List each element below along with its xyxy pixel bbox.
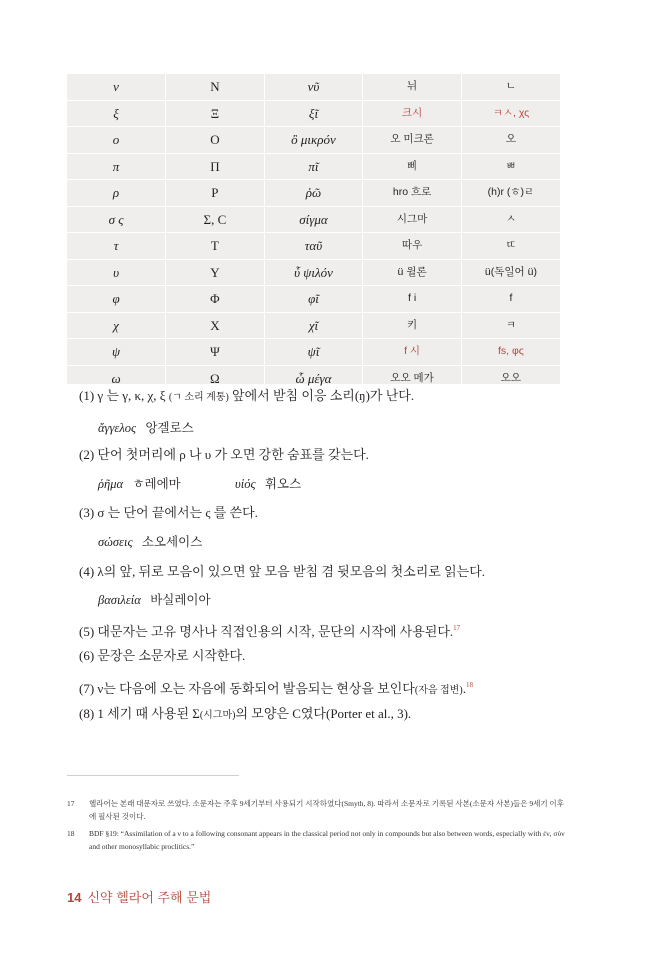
rule-1-text: (1) γ 는 γ, κ, χ, ξ: [79, 388, 169, 403]
footnote-17-number: 17: [67, 799, 75, 808]
cell-uppercase: Ψ: [166, 339, 265, 366]
cell-greek-name: ταῦ: [264, 233, 363, 260]
cell-lowercase: χ: [67, 312, 166, 339]
cell-pronunciation: ü 윌론: [363, 259, 462, 286]
table-row: [67, 100, 560, 127]
rule-4: [79, 564, 485, 580]
rule-8-note: (시그마): [199, 710, 236, 721]
page-number: 14: [67, 890, 82, 905]
cell-pronunciation: 크시: [363, 100, 462, 127]
example-2b-korean: 휘오스: [264, 477, 302, 491]
cell-sound: ㄸ: [461, 233, 560, 260]
cell-uppercase: Φ: [166, 286, 265, 313]
footnote-18: [67, 827, 567, 855]
cell-greek-name: ψῖ: [264, 339, 363, 366]
cell-greek-name: πῖ: [264, 153, 363, 180]
cell-sound: ㄴ: [461, 74, 560, 100]
example-2a-greek: ῥῆμα: [98, 477, 124, 491]
rule-1-note: (ㄱ 소리 계통): [168, 392, 229, 403]
example-3: [98, 534, 202, 550]
cell-uppercase: Σ, C: [166, 206, 265, 233]
table-row: [67, 312, 560, 339]
cell-uppercase: Ν: [166, 74, 265, 100]
rule-2-text: (2) 단어 첫머리에 ρ 나 υ 가 오면 강한 숨표를 갖는다.: [79, 447, 369, 462]
rule-6: [79, 648, 245, 664]
footnote-divider: [67, 775, 239, 776]
alphabet-table-grid: [67, 74, 560, 391]
rule-6-text: (6) 문장은 소문자로 시작한다.: [79, 648, 246, 663]
table-row: [67, 74, 560, 100]
cell-uppercase: Ω: [166, 365, 265, 391]
cell-sound: ㅋㅅ, χς: [461, 100, 560, 127]
book-title: 신약 헬라어 주해 문법: [87, 890, 212, 905]
cell-greek-name: χῖ: [264, 312, 363, 339]
cell-uppercase: Τ: [166, 233, 265, 260]
table-row: [67, 259, 560, 286]
rule-4-text: (4) λ의 앞, 뒤로 모음이 있으면 앞 모음 받침 겸 뒷모음의 첫소리로 읽는다.: [79, 564, 486, 579]
rule-2: [79, 447, 369, 463]
cell-uppercase: Υ: [166, 259, 265, 286]
cell-lowercase: π: [67, 153, 166, 180]
rule-8: [79, 706, 411, 724]
footnote-17-text: 헬라어는 본래 대문자로 쓰였다. 소문자는 주후 9세기부터 사용되기 시작하였다(Smyth, 8). 따라서 소문자로 기록된 사본(소문자 사본)들은 9세기 이후에 필사된 것이다.: [89, 799, 564, 821]
cell-sound: f: [461, 286, 560, 313]
cell-pronunciation: f i: [363, 286, 462, 313]
cell-uppercase: Ξ: [166, 100, 265, 127]
cell-lowercase: σ ς: [67, 206, 166, 233]
cell-sound: (h)r (ㅎ)ㄹ: [461, 180, 560, 207]
cell-pronunciation: 삐: [363, 153, 462, 180]
table-row: [67, 206, 560, 233]
cell-greek-name: ὦ μέγα: [264, 365, 363, 391]
table-row: [67, 127, 560, 154]
rule-3: [79, 505, 258, 521]
example-2a: [98, 476, 181, 492]
cell-greek-name: ὖ ψιλόν: [264, 259, 363, 286]
cell-lowercase: ο: [67, 127, 166, 154]
cell-greek-name: ῥῶ: [264, 180, 363, 207]
rule-7-text: (7) ν는 다음에 오는 자음에 동화되어 발음되는 현상을 보인다: [79, 681, 415, 696]
example-2b-greek: υἱός: [235, 477, 256, 491]
table-row: [67, 233, 560, 260]
cell-sound: ㅅ: [461, 206, 560, 233]
cell-uppercase: Χ: [166, 312, 265, 339]
cell-greek-name: φῖ: [264, 286, 363, 313]
rule-7: [79, 677, 473, 699]
footnote-ref-17[interactable]: 17: [453, 624, 461, 632]
cell-lowercase: υ: [67, 259, 166, 286]
footnote-ref-18[interactable]: 18: [465, 681, 473, 689]
cell-lowercase: ω: [67, 365, 166, 391]
cell-pronunciation: 오오 메가: [363, 365, 462, 391]
table-row: [67, 339, 560, 366]
example-1-korean: 앙겔로스: [145, 421, 194, 435]
cell-uppercase: Ο: [166, 127, 265, 154]
cell-lowercase: ψ: [67, 339, 166, 366]
cell-greek-name: νῦ: [264, 74, 363, 100]
cell-sound: ㅃ: [461, 153, 560, 180]
cell-lowercase: ξ: [67, 100, 166, 127]
footnote-17: [67, 797, 567, 825]
rule-8-text-end: 의 모양은 C였다(Porter et al., 3).: [235, 706, 412, 721]
example-4-greek: βασιλεία: [98, 593, 141, 607]
footnote-18-number: 18: [67, 829, 75, 838]
table-row: [67, 153, 560, 180]
cell-lowercase: ρ: [67, 180, 166, 207]
cell-sound: ü(독일어 ü): [461, 259, 560, 286]
cell-pronunciation: f 시: [363, 339, 462, 366]
cell-uppercase: Ρ: [166, 180, 265, 207]
cell-lowercase: τ: [67, 233, 166, 260]
cell-greek-name: σίγμα: [264, 206, 363, 233]
example-1: [98, 420, 194, 436]
rule-3-text: (3) σ 는 단어 끝에서는 ς 를 쓴다.: [79, 505, 258, 520]
cell-sound: ㅋ: [461, 312, 560, 339]
example-4-korean: 바실레이아: [150, 593, 211, 607]
rule-1-text-end: 앞에서 받침 이응 소리(ŋ)가 난다.: [228, 388, 415, 403]
cell-greek-name: ὂ μικρόν: [264, 127, 363, 154]
example-3-korean: 소오세이스: [141, 535, 203, 549]
greek-alphabet-table: [67, 74, 560, 384]
cell-uppercase: Π: [166, 153, 265, 180]
rule-5-text: (5) 대문자는 고유 명사나 직접인용의 시작, 문단의 시작에 사용된다.: [79, 624, 454, 639]
cell-lowercase: ν: [67, 74, 166, 100]
cell-pronunciation: 시그마: [363, 206, 462, 233]
rule-7-text-end: .: [462, 681, 466, 696]
cell-lowercase: φ: [67, 286, 166, 313]
example-3-greek: σώσεις: [98, 535, 133, 549]
footnote-18-text: BDF §19: “Assimilation of a ν to a following consonant appears in the classical period not only in compounds but also between words, especially with ἐν, σύν and other monosyllabic proclitics.”: [89, 829, 565, 851]
rule-8-text: (8) 1 세기 때 사용된 Σ: [79, 706, 200, 721]
rule-1: [79, 388, 414, 406]
example-1-greek: ἄγγελος: [98, 421, 137, 435]
rule-5: [79, 620, 460, 640]
cell-pronunciation: 오 미크론: [363, 127, 462, 154]
page-footer: [67, 890, 211, 906]
cell-greek-name: ξῖ: [264, 100, 363, 127]
cell-sound: fs, φς: [461, 339, 560, 366]
cell-sound: 오오: [500, 371, 522, 384]
table-row: [67, 180, 560, 207]
cell-sound: 오: [461, 127, 560, 154]
cell-pronunciation: 뉘: [363, 74, 462, 100]
example-2b: [235, 476, 301, 492]
cell-pronunciation: hro 흐로: [363, 180, 462, 207]
rule-7-note: (자음 접변): [414, 685, 463, 696]
cell-pronunciation: 따우: [363, 233, 462, 260]
table-row: [67, 286, 560, 313]
example-2a-korean: ㅎ레에마: [132, 477, 181, 491]
example-4: [98, 592, 211, 608]
cell-pronunciation: 키: [363, 312, 462, 339]
